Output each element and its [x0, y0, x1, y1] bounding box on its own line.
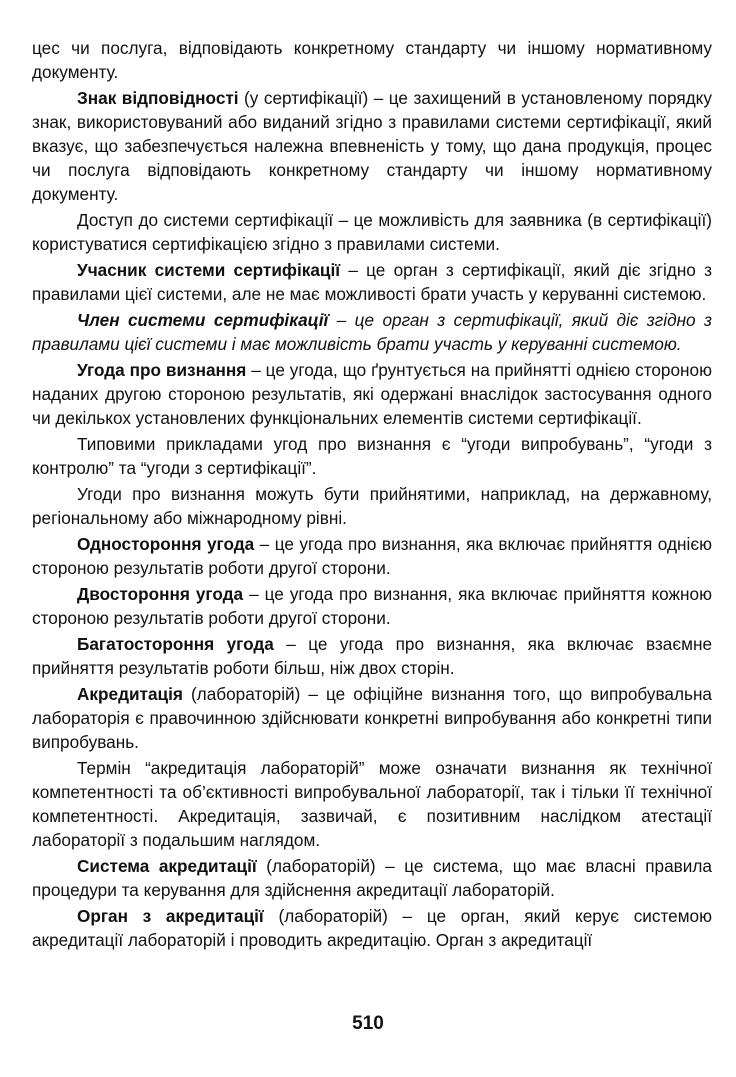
term-heading: Одностороння угода — [77, 534, 255, 554]
definition-paragraph — [32, 854, 712, 902]
definition-paragraph — [32, 86, 712, 206]
plain-paragraph — [32, 482, 712, 530]
definition-paragraph — [32, 682, 712, 754]
definition-paragraph — [32, 258, 712, 306]
paragraph-continuation — [32, 36, 712, 84]
term-heading: Член системи сертифікації — [77, 310, 329, 330]
definition-text: (у сертифікації) – це захищений в установленому порядку знак, використовуваний або виданий згідно з правилами системи сертифікації, який вказує, що забезпечується належна впевненість у тому, що дана продукція, процес чи послуга відповідають конкретному стандарту чи іншому нормативному документу. — [32, 88, 712, 204]
definition-text: – це угода про визнання, яка включає взаємне прийняття результатів роботи більш, ніж двох сторін. — [32, 634, 712, 678]
plain-paragraph — [32, 756, 712, 852]
definition-text: (лабораторій) – це система, що має власні правила процедури та керування для здійснення акредитації лабораторій. — [32, 856, 712, 900]
definition-paragraph — [32, 582, 712, 630]
term-heading: Знак відповідності — [77, 88, 239, 108]
definition-text: – це орган з сертифікації, який діє згідно з правилами цієї системи і має можливість брати участь у керуванні системою. — [32, 310, 712, 354]
plain-paragraph — [32, 432, 712, 480]
definition-text: – це угода про визнання, яка включає прийняття кожною стороною результатів роботи другої сторони. — [32, 584, 712, 628]
term-heading: Двостороння угода — [77, 584, 244, 604]
definition-text: (лабораторій) – це орган, який керує системою акредитації лабораторій і проводить акредитацію. Орган з акредитації — [32, 906, 712, 950]
definition-paragraph — [32, 308, 712, 356]
definition-text: – це угода, що ґрунтується на прийнятті однією стороною наданих другою стороною результатів, які одержані внаслідок застосування одного чи декількох установлених функціональних елементів системи сертифікації. — [32, 360, 712, 428]
paragraph-text: Типовими прикладами угод про визнання є “угоди випробувань”, “угоди з контролю” та “угоди з сертифікації”. — [32, 434, 712, 478]
paragraph-text: Угоди про визнання можуть бути прийнятими, наприклад, на державному, регіональному або міжнародному рівні. — [32, 484, 712, 528]
term-heading: Система акредитації — [77, 856, 257, 876]
term-heading: Акредитація — [77, 684, 183, 704]
definition-paragraph — [32, 632, 712, 680]
term-heading: Угода про визнання — [77, 360, 247, 380]
definition-paragraph — [32, 358, 712, 430]
plain-paragraph — [32, 208, 712, 256]
definition-paragraph — [32, 532, 712, 580]
definition-text: – це угода про визнання, яка включає прийняття однією стороною результатів роботи другої сторони. — [32, 534, 712, 578]
term-heading: Орган з акредитації — [77, 906, 264, 926]
definition-text: (лабораторій) – це офіційне визнання того, що випробувальна лабораторія є правочинною здійснювати конкретні випробування або конкретні типи випробувань. — [32, 684, 712, 752]
term-heading: Учасник системи сертифікації — [77, 260, 341, 280]
paragraph-text: цес чи послуга, відповідають конкретному стандарту чи іншому нормативному документу. — [32, 38, 712, 82]
paragraph-text: Термін “акредитація лабораторій” може означати визнання як технічної компетентності та об’єктивності випробувальної лабораторії, так і тільки її технічної компетентності. Акредитація, зазвичай, є позитивним наслідком атестації лабораторії з подальшим наглядом. — [32, 758, 712, 850]
page-number: 510 — [352, 1013, 384, 1034]
term-heading: Багатостороння угода — [77, 634, 274, 654]
paragraph-text: Доступ до системи сертифікації – це можливість для заявника (в сертифікації) користуватися сертифікацією згідно з правилами системи. — [32, 210, 712, 254]
definition-paragraph — [32, 904, 712, 952]
definition-text: – це орган з сертифікації, який діє згідно з правилами цієї системи, але не має можливості брати участь у керуванні системою. — [32, 260, 712, 304]
